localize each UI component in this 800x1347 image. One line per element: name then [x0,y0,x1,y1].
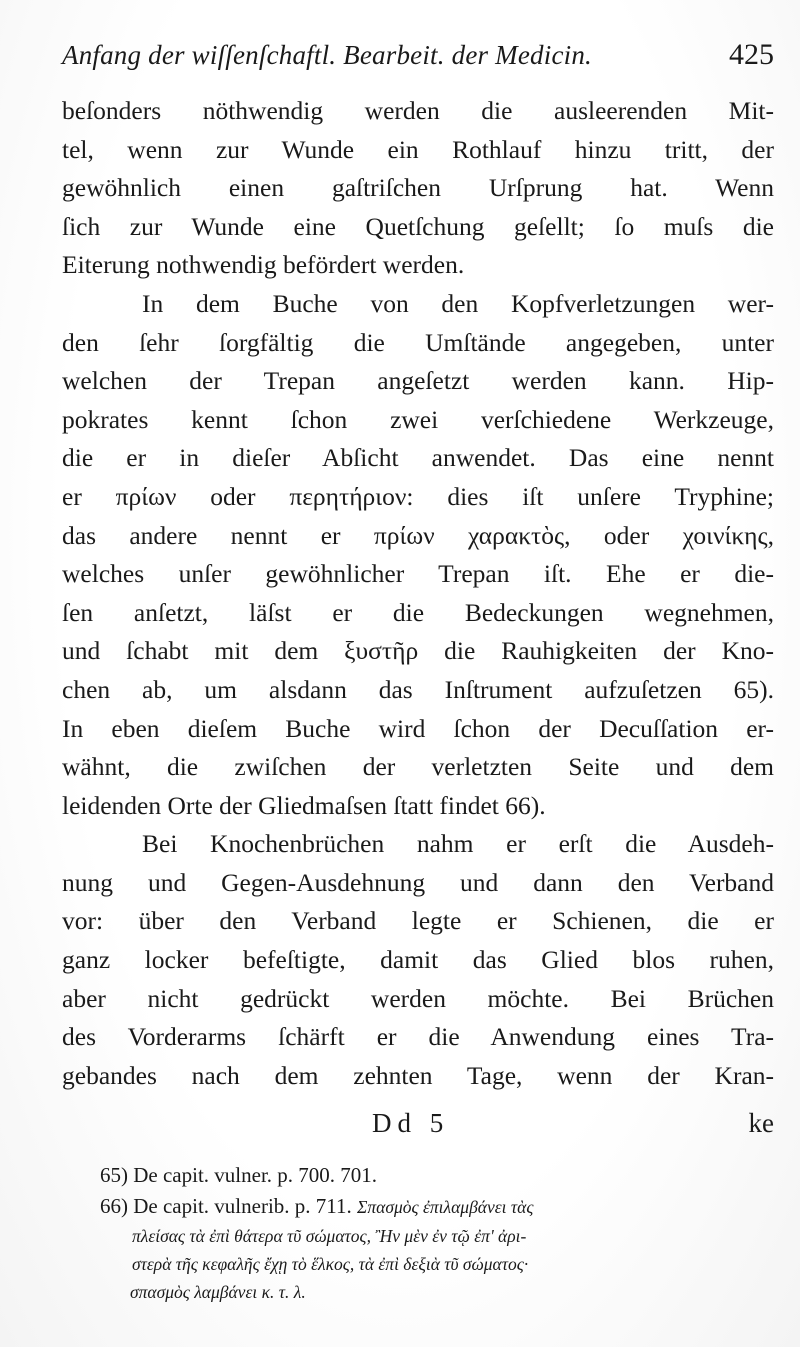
page-number: 425 [729,38,774,71]
footnote-66-greek-line: πλείσας τὰ ἐπὶ θάτερα τῦ σώματος, Ἢν μὲν ἐν τῷ ἐπ' ἀρι- [132,1226,527,1246]
footnote-65: 65) De capit. vulner. p. 700. 701. [100,1163,378,1187]
footnote-66-greek-line: σπασμὸς λαμβάνει κ. τ. λ. [130,1282,306,1302]
footnote-66-greek-line: στερὰ τῆς κεφαλῆς ἔχῃ τὸ ἕλκος, τὰ ἐπὶ δεξιὰ τῦ σώματος· [132,1254,529,1274]
footnote-66-greek-start: Σπασμὸς ἐπιλαμβάνει τὰς [357,1197,534,1217]
page-header [62,38,774,88]
text-line: des Vorderarms ſchärft er die Anwendung eines Tra- [62,1022,774,1052]
text-line: wähnt, die zwiſchen der verletzten Seite und dem [62,752,774,782]
running-title: Anfang der wiſſenſchaftl. Bearbeit. der Medicin. [62,40,592,70]
text-line: und ſchabt mit dem ξυστῆρ die Rauhigkeiten der Kno- [62,636,774,666]
text-line: aber nicht gedrückt werden möchte. Bei Brüchen [62,983,774,1013]
text-line: den ſehr ſorgfältig die Umſtände angegeben, unter [62,327,774,357]
text-line: In dem Buche von den Kopfverletzungen wer- [142,288,774,318]
text-line: welchen der Trepan angeſetzt werden kann. Hip- [62,366,774,396]
footnote-66-reference: 66) De capit. vulnerib. p. 711. [100,1194,352,1218]
text-line: gebandes nach dem zehnten Tage, wenn der Kran- [62,1060,774,1090]
signature-mark: Dd 5 [372,1108,450,1138]
text-line: leidenden Orte der Gliedmaſsen ſtatt findet 66). [62,790,546,820]
text-line: nung und Gegen-Ausdehnung und dann den Verband [62,867,774,897]
text-line: beſonders nöthwendig werden die ausleerenden Mit- [62,96,774,125]
text-line: tel, wenn zur Wunde ein Rothlauf hinzu tritt, der [62,134,774,164]
text-line: die er in dieſer Abſicht anwendet. Das eine nennt [62,443,774,473]
footnote-66 [100,1191,780,1222]
footnotes [100,1160,780,1306]
text-line: gewöhnlich einen gaſtriſchen Urſprung hat. Wenn [62,173,774,203]
text-line: Eiterung nothwendig befördert werden. [62,250,465,280]
text-line: ganz locker befeſtigte, damit das Glied blos ruhen, [62,945,774,975]
catchword: ke [748,1108,774,1138]
text-line: Bei Knochenbrüchen nahm er erſt die Ausdeh- [142,829,774,859]
text-line: ſich zur Wunde eine Quetſchung geſellt; ſo muſs die [62,211,774,241]
text-line: vor: über den Verband legte er Schienen, die er [62,906,774,936]
text-line: er πρίων oder περητήριον: dies iſt unſere Tryphine; [62,481,774,511]
text-line: welches unſer gewöhnlicher Trepan iſt. Ehe er die- [62,559,774,589]
text-line: das andere nennt er πρίων χαρακτὸς, oder χοινίκης, [62,520,774,550]
text-line: ſen anſetzt, läſst er die Bedeckungen wegnehmen, [62,597,774,627]
body-text [62,92,774,1095]
text-line: pokrates kennt ſchon zwei verſchiedene Werkzeuge, [62,404,774,434]
text-line: In eben dieſem Buche wird ſchon der Decuſſation er- [62,713,774,743]
signature-line [62,1104,774,1144]
text-line: chen ab, um alsdann das Inſtrument aufzuſetzen 65). [62,674,774,704]
